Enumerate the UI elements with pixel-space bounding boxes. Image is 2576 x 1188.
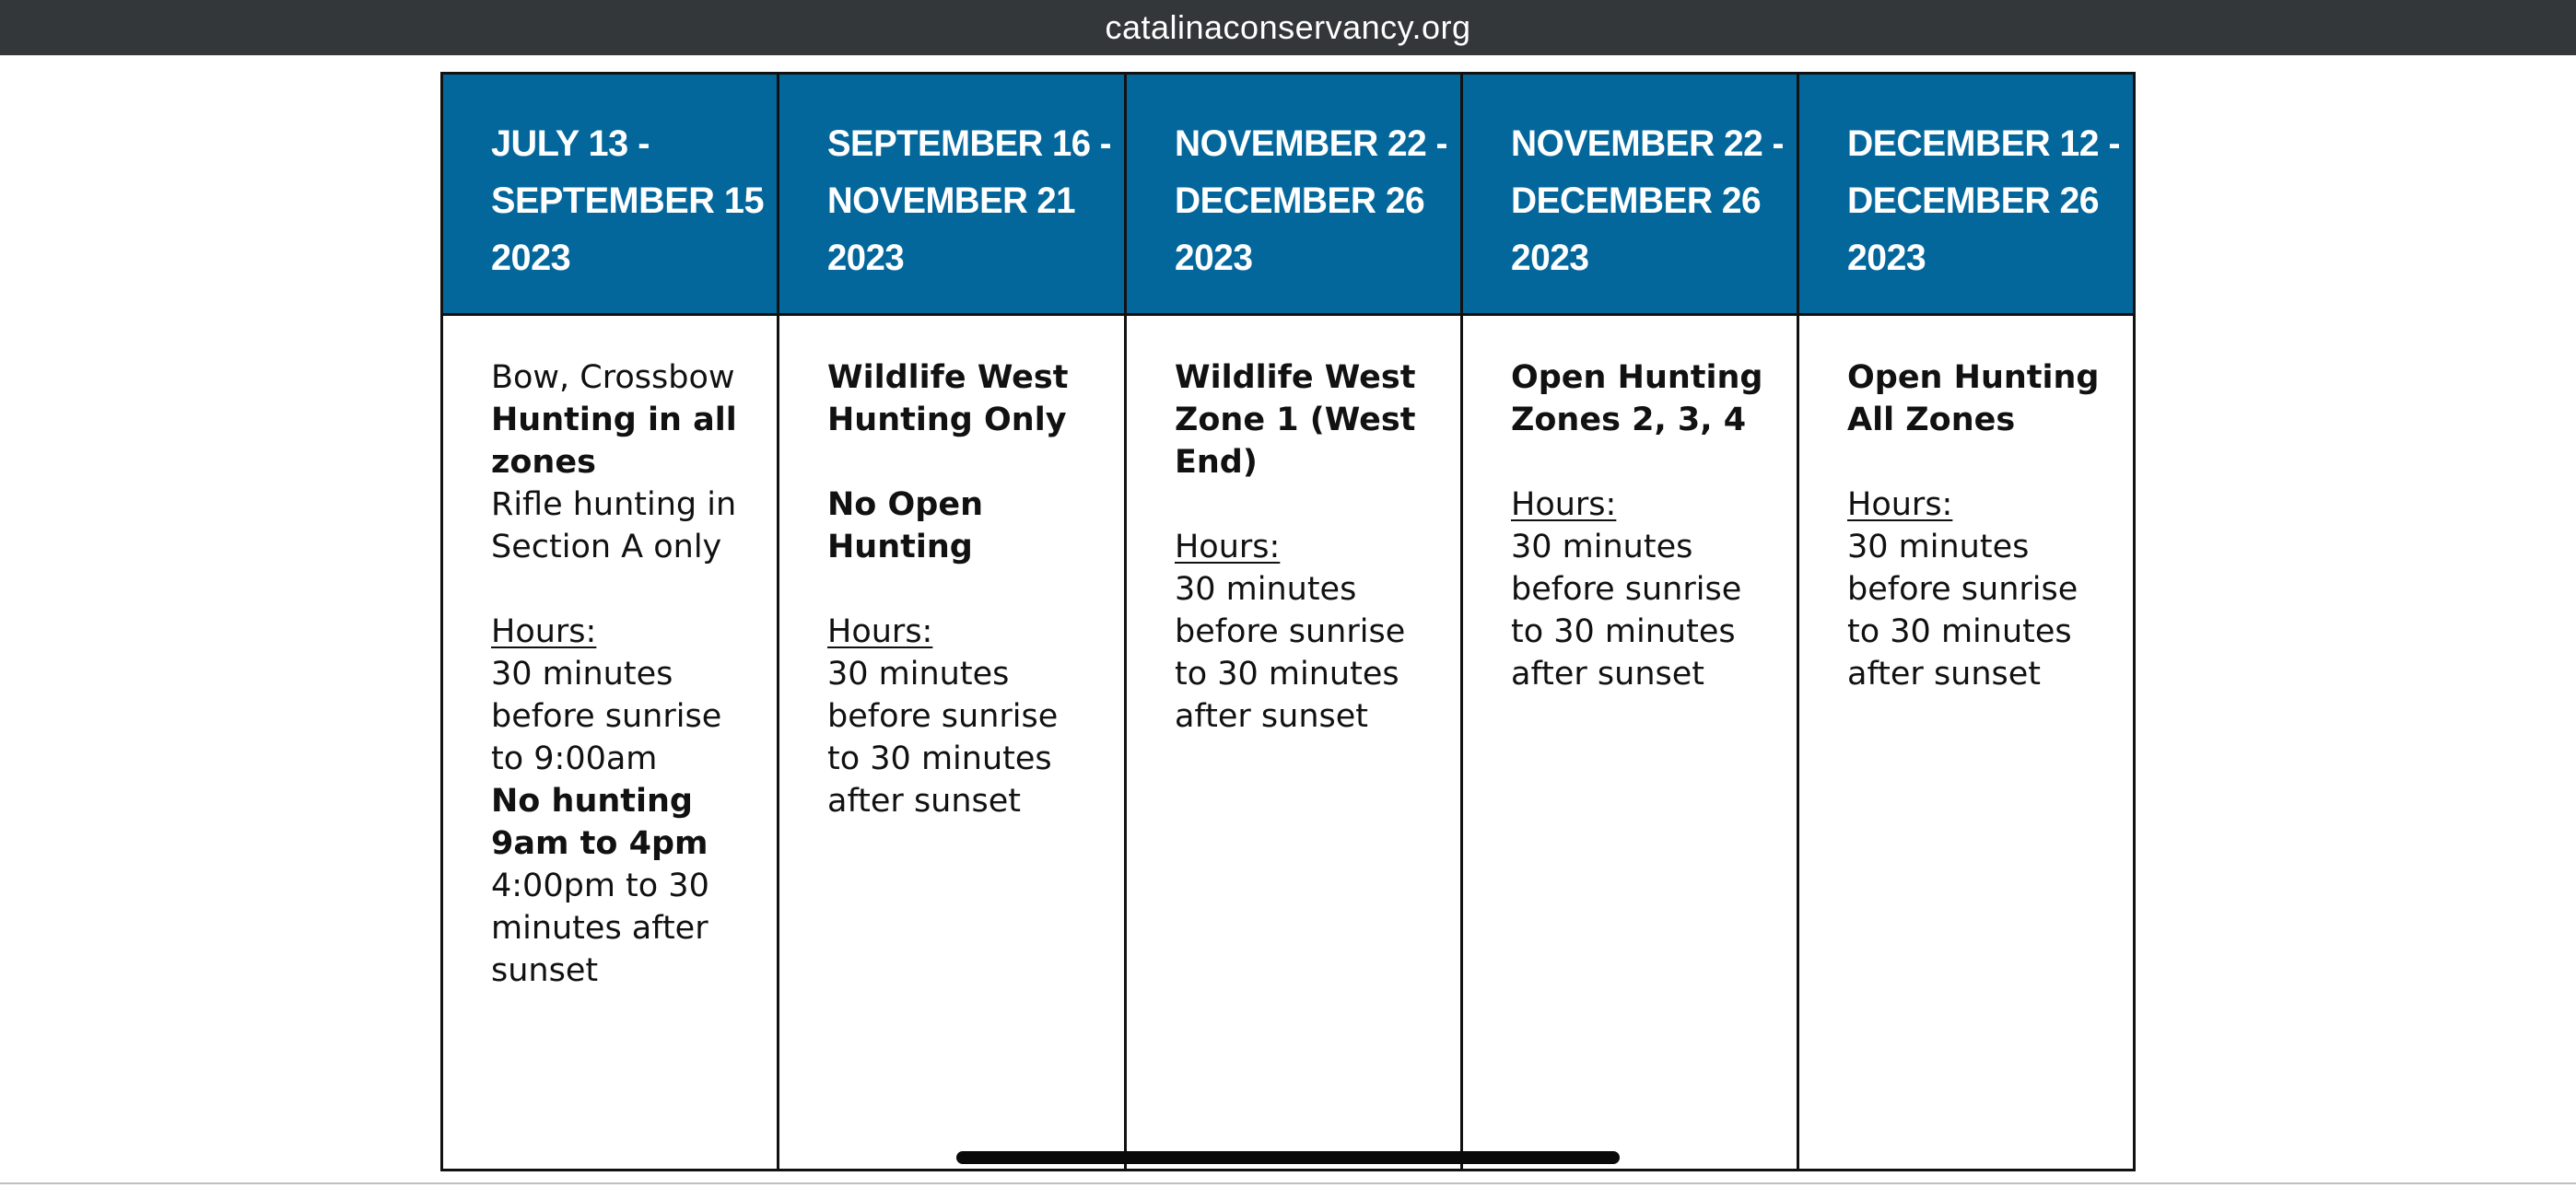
weapon-types: Bow, Crossbow [491,359,735,396]
date-range-end: NOVEMBER 21 [827,181,1076,221]
spacer [1511,441,1769,483]
zone-description-line: Open Hunting [1847,359,2100,396]
date-range-year: 2023 [491,238,571,278]
column-body [779,316,1124,1169]
date-range-start: JULY 13 - [491,123,650,164]
column-header [443,75,777,316]
zone-description-line: All Zones [1847,402,2016,438]
spacer [827,441,1096,483]
no-open-hunting-line: Hunting [827,529,973,565]
zone-description-line: Wildlife West [1174,359,1416,396]
date-range-start: DECEMBER 12 - [1847,123,2121,164]
hours-line: 30 minutes [1847,529,2030,565]
hours-label: Hours: [1511,486,1617,523]
hours-line: after sunset [1847,656,2042,693]
zone-description-line: Hunting Only [827,402,1067,438]
hours-line: before sunrise [491,698,722,735]
schedule-column-december-all-zones [1797,75,2133,1169]
rifle-note-line: Section A only [491,529,722,565]
column-header [1799,75,2133,316]
column-header [779,75,1124,316]
hours-line: before sunrise [1511,571,1742,608]
date-range-end: DECEMBER 26 [1847,181,2100,221]
home-indicator-bar[interactable] [956,1151,1620,1164]
hours-label: Hours: [1847,486,1953,523]
column-body [1463,316,1797,1169]
date-range-start: SEPTEMBER 16 - [827,123,1112,164]
hours-line: 30 minutes [1174,571,1357,608]
no-hunting-line: 9am to 4pm [491,825,708,862]
hours-line: after sunset [1174,698,1369,735]
hours-line: after sunset [827,783,1022,820]
hours-line: after sunset [1511,656,1705,693]
hours-line: before sunrise [1174,613,1406,650]
hours-line: to 30 minutes [1511,613,1736,650]
hours-line: sunset [491,952,599,989]
hours-label: Hours: [1174,529,1281,565]
date-range-year: 2023 [1511,238,1589,278]
spacer [1175,483,1433,526]
date-range-end: SEPTEMBER 15 [491,181,764,221]
hours-line: to 30 minutes [827,740,1052,777]
hours-line: 30 minutes [827,656,1010,693]
zone-description-line: zones [491,444,596,481]
date-range-year: 2023 [1174,238,1253,278]
column-body [1799,316,2133,1169]
zone-description-line: End) [1174,444,1258,481]
hours-line: 4:00pm to 30 [491,868,709,904]
zone-description-line: Zones 2, 3, 4 [1511,402,1747,438]
date-range-start: NOVEMBER 22 - [1174,123,1447,164]
hunting-schedule-table [440,72,2136,1171]
hours-line: before sunrise [1847,571,2078,608]
column-body [1127,316,1460,1169]
column-header [1127,75,1460,316]
hours-line: before sunrise [827,698,1059,735]
column-header [1463,75,1797,316]
hours-label: Hours: [491,613,597,650]
date-range-end: DECEMBER 26 [1174,181,1425,221]
bottom-divider [0,1182,2576,1184]
hours-line: to 30 minutes [1847,613,2072,650]
spacer [491,568,749,611]
hours-line: to 30 minutes [1174,656,1399,693]
hours-line: minutes after [491,910,708,947]
no-hunting-line: No hunting [491,783,693,820]
column-body [443,316,777,1169]
browser-url-bar[interactable] [0,0,2576,55]
date-range-end: DECEMBER 26 [1511,181,1762,221]
rifle-note-line: Rifle hunting in [491,486,737,523]
schedule-column-september-november [777,75,1124,1169]
spacer [1847,441,2105,483]
hours-line: 30 minutes [1511,529,1693,565]
zone-description-line: Hunting in all [491,402,737,438]
zone-description-line: Open Hunting [1511,359,1763,396]
zone-description-line: Zone 1 (West [1174,402,1416,438]
url-text[interactable]: catalinaconservancy.org [1105,8,1471,46]
zone-description-line: Wildlife West [827,359,1069,396]
hours-line: to 9:00am [491,740,658,777]
schedule-column-november-december-zones234 [1460,75,1797,1169]
date-range-start: NOVEMBER 22 - [1511,123,1784,164]
date-range-year: 2023 [1847,238,1926,278]
hours-label: Hours: [827,613,933,650]
no-open-hunting-line: No Open [827,486,983,523]
spacer [827,568,1096,611]
hours-line: 30 minutes [491,656,673,693]
schedule-column-november-december-zone1 [1124,75,1460,1169]
schedule-column-july-september [443,75,777,1169]
date-range-year: 2023 [827,238,905,278]
